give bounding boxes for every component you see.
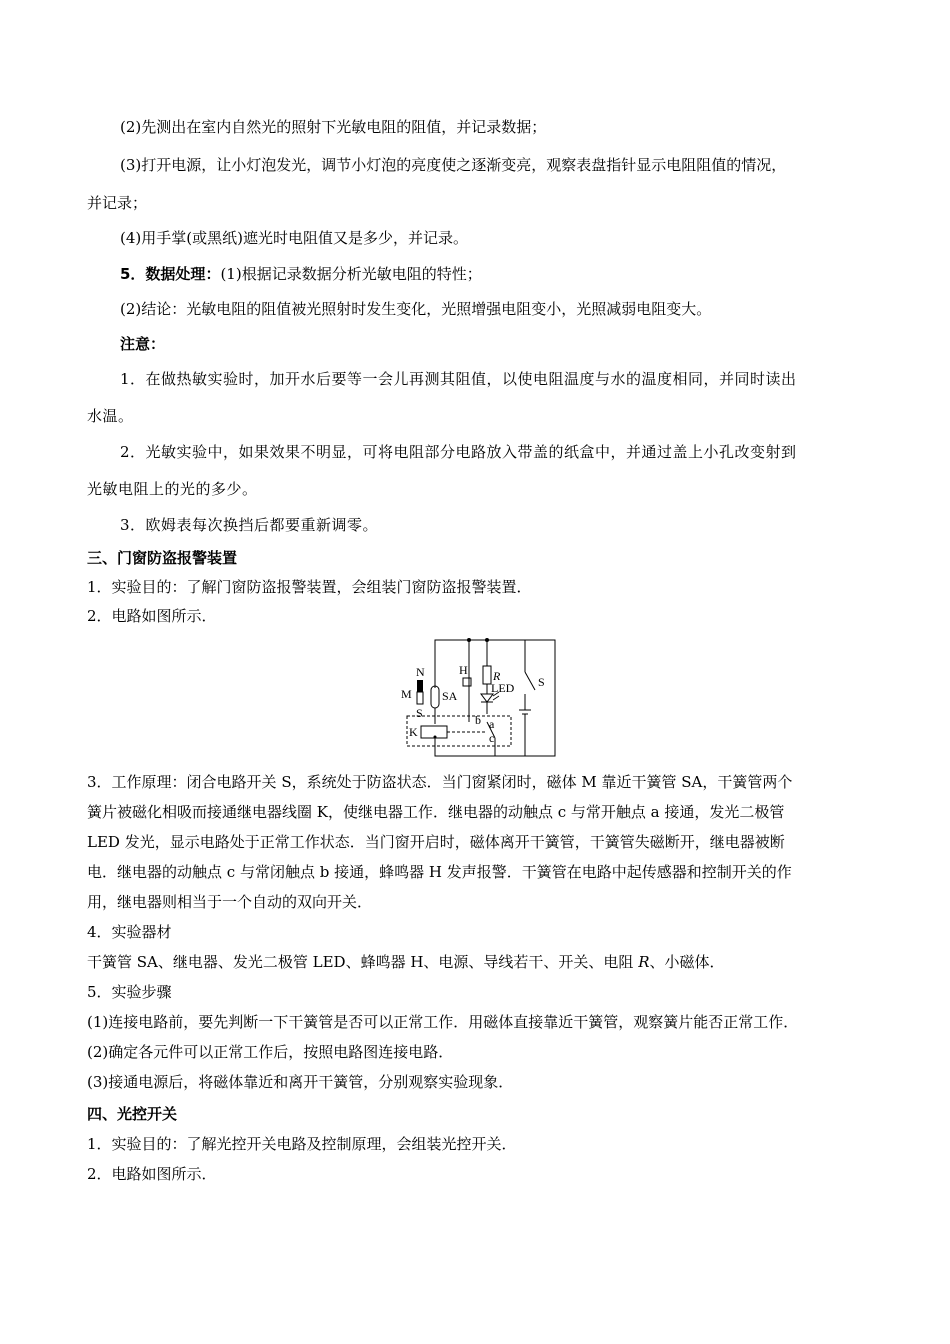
equipment-end: 、小磁体． <box>649 953 725 971</box>
para-principle-4: 电．继电器的动触点 c 与常闭触点 b 接通，蜂鸣器 H 发声报警．干簧管在电路中起传感器和控制开关的作 <box>87 863 792 881</box>
para-steps-heading: 5．实验步骤 <box>87 983 172 1001</box>
label-N: N <box>416 665 425 679</box>
note-1-cont: 水温。 <box>87 407 134 425</box>
section-heading-4: 四、光控开关 <box>87 1105 178 1123</box>
para-conclusion: (2)结论：光敏电阻的阻值被光照射时发生变化，光照增强电阻变小，光照减弱电阻变大。 <box>120 300 712 318</box>
para-step-4: (4)用手掌(或黑纸)遮光时电阻值又是多少，并记录。 <box>120 229 468 247</box>
alarm-circuit-diagram <box>395 632 565 762</box>
para-circuit-ref: 2．电路如图所示． <box>87 607 217 625</box>
para-step-3-cont: 并记录； <box>87 194 148 212</box>
note-1: 1．在做热敏实验时，加开水后要等一会儿再测其阻值，以使电阻温度与水的温度相同，并同时读出 <box>120 370 797 388</box>
para-principle-2: 簧片被磁化相吸而接通继电器线圈 K，使继电器工作．继电器的动触点 c 与常开触点 a 接通，发光二极管 <box>87 803 785 821</box>
section-heading-3: 三、门窗防盗报警装置 <box>87 549 238 567</box>
note-heading: 注意： <box>120 335 166 353</box>
label-c: c <box>489 731 495 745</box>
equipment-text: 干簧管 SA、继电器、发光二极管 LED、蜂鸣器 H、电源、导线若干、开关、电阻 <box>87 953 639 971</box>
para-photo-circuit-ref: 2．电路如图所示． <box>87 1165 217 1183</box>
label-b: b <box>475 713 481 727</box>
para-equipment-list <box>87 952 725 972</box>
para-photo-purpose: 1．实验目的：了解光控开关电路及控制原理，会组装光控开关． <box>87 1135 517 1153</box>
para-principle-3: LED 发光，显示电路处于正常工作状态．当门窗开启时，磁体离开干簧管，干簧管失磁断开，继电器被断 <box>87 833 785 851</box>
para-data-processing <box>120 264 482 284</box>
para-principle-5: 用，继电器则相当于一个自动的双向开关． <box>87 893 373 911</box>
para-step-c: (3)接通电源后，将磁体靠近和离开干簧管，分别观察实验现象． <box>87 1073 514 1091</box>
note-3: 3．欧姆表每次换挡后都要重新调零。 <box>120 516 379 534</box>
note-2: 2．光敏实验中，如果效果不明显，可将电阻部分电路放入带盖的纸盒中，并通过盖上小孔改变射到 <box>120 443 797 461</box>
buzzer-icon <box>463 678 471 686</box>
data-processing-label: 5．数据处理： <box>120 265 221 283</box>
label-S-switch: S <box>538 675 545 689</box>
para-purpose: 1．实验目的：了解门窗防盗报警装置，会组装门窗防盗报警装置． <box>87 578 532 596</box>
para-step-a: (1)连接电路前，要先判断一下干簧管是否可以正常工作．用磁体直接靠近干簧管，观察簧片能否正常工作． <box>87 1013 799 1031</box>
equipment-r: R <box>638 953 650 971</box>
label-M: M <box>401 687 412 701</box>
label-LED: LED <box>491 681 515 695</box>
note-2-cont: 光敏电阻上的光的多少。 <box>87 480 258 498</box>
para-step-3: (3)打开电源，让小灯泡发光，调节小灯泡的亮度使之逐渐变亮，观察表盘指针显示电阻阻值的情况， <box>120 156 787 174</box>
label-R: R <box>493 669 501 683</box>
para-step-b: (2)确定各元件可以正常工作后，按照电路图连接电路． <box>87 1043 454 1061</box>
para-principle-1: 3．工作原理：闭合电路开关 S，系统处于防盗状态．当门窗紧闭时，磁体 M 靠近干簧管 SA，干簧管两个 <box>87 773 793 791</box>
para-equipment-heading: 4．实验器材 <box>87 923 172 941</box>
para-step-2: (2)先测出在室内自然光的照射下光敏电阻的阻值，并记录数据； <box>120 118 547 136</box>
label-H: H <box>459 663 468 677</box>
label-K: K <box>409 725 418 739</box>
label-S-magnet: S <box>416 706 423 720</box>
label-SA: SA <box>442 689 458 703</box>
label-a: a <box>489 717 495 731</box>
data-processing-text: (1)根据记录数据分析光敏电阻的特性； <box>220 265 482 283</box>
